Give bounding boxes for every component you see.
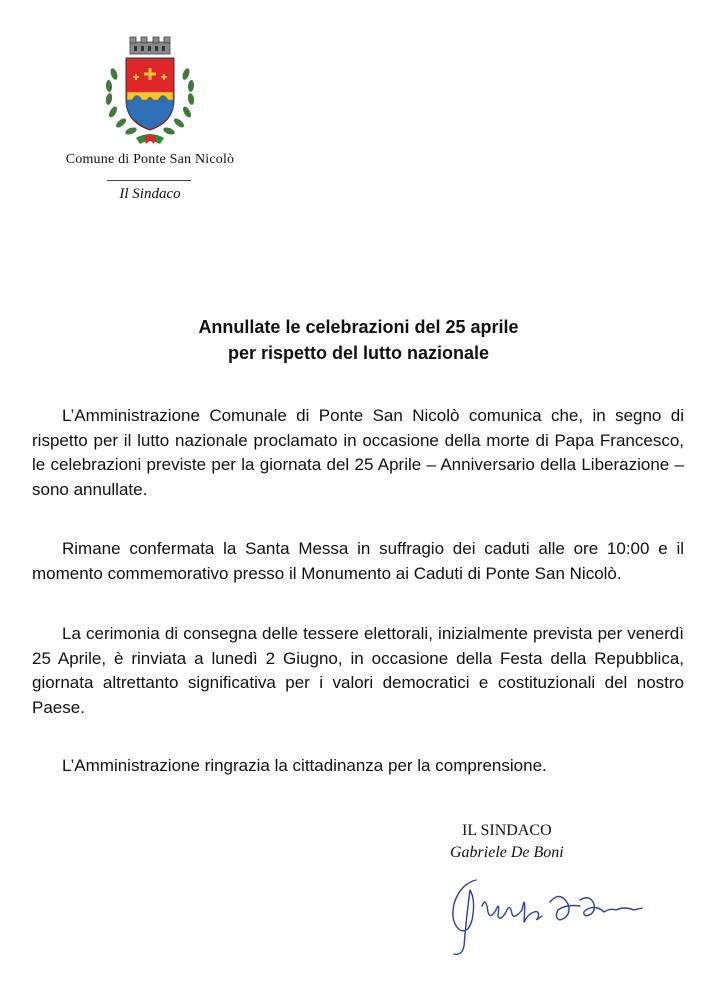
handwritten-signature-icon: [430, 860, 660, 960]
title-line-1: Annullate le celebrazioni del 25 aprile: [198, 317, 519, 337]
paragraph-thanks: L’Amministrazione ringrazia la cittadinanza per la comprensione.: [62, 756, 547, 775]
document-title: [0, 314, 717, 366]
municipality-name: Comune di Ponte San Nicolò: [65, 152, 235, 167]
signatory-name: Gabriele De Boni: [450, 844, 564, 861]
signatory-role: IL SINDACO: [462, 822, 552, 839]
paragraph-ceremony: La cerimonia di consegna delle tessere elettorali, inizialmente prevista per venerdì 25 Aprile, è rinviata a lunedì 2 Giugno, in occasione della Festa della Repubblica, giornata altrettanto significativa per i valori democratici e costituzionali del nostro Paese.: [32, 624, 684, 717]
office-label: Il Sindaco: [119, 186, 181, 202]
header-divider: [107, 180, 191, 181]
paragraph-mass: Rimane confermata la Santa Messa in suffragio dei caduti alle ore 10:00 e il momento commemorativo presso il Monumento ai Caduti di Ponte San Nicolò.: [32, 539, 684, 583]
paragraph-announcement: L’Amministrazione Comunale di Ponte San Nicolò comunica che, in segno di rispetto per il lutto nazionale proclamato in occasione della morte di Papa Francesco, le celebrazioni previste per la giornata del 25 Aprile – Anniversario della Liberazione – sono annullate.: [32, 406, 684, 499]
title-line-2: per rispetto del lutto nazionale: [227, 343, 490, 363]
document-body: [32, 404, 684, 779]
coat-of-arms-icon: [100, 34, 200, 152]
